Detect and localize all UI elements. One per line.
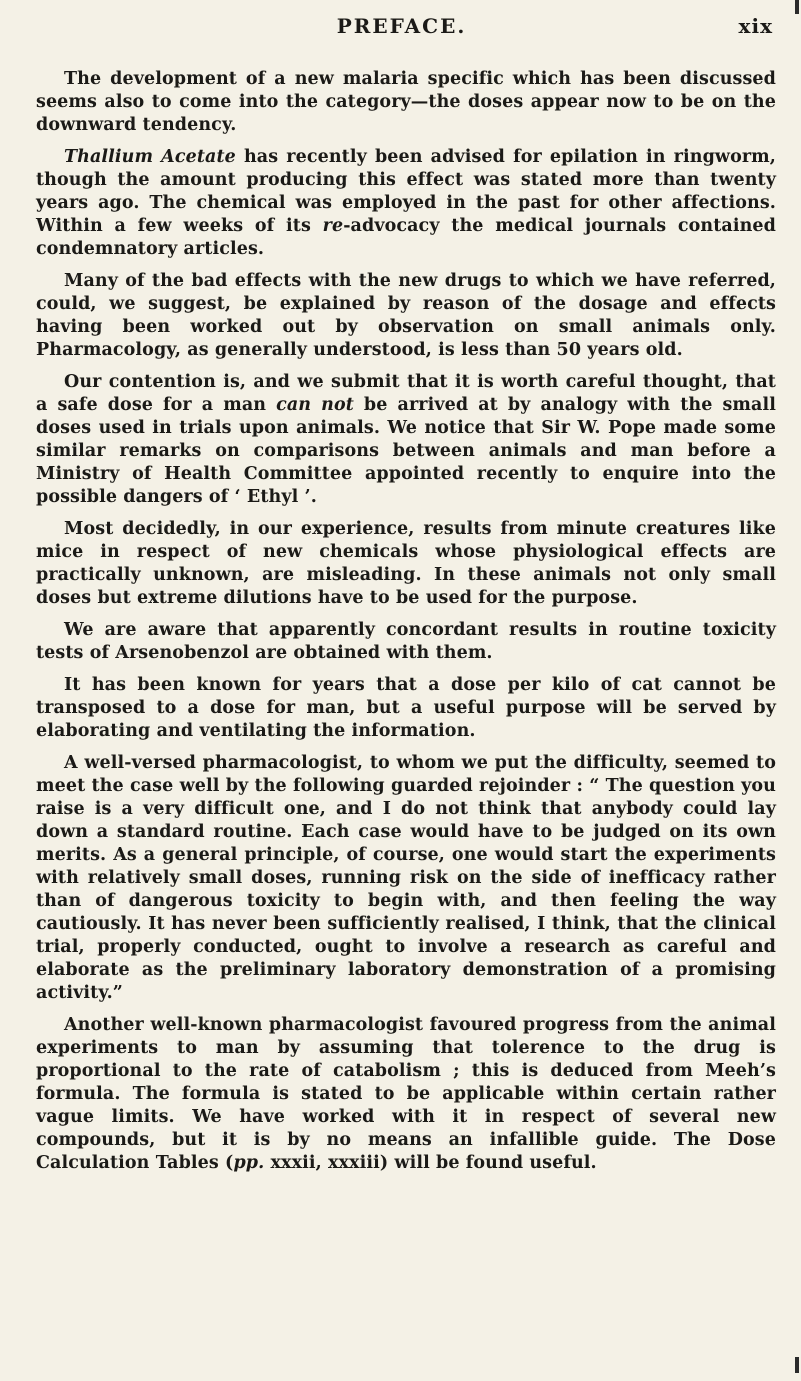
paragraph-text: be arrived at by analogy with the small doses used in trials upon animals. We notice that Sir W. Pope made some similar remarks on comparisons between animals and man before a Ministry of Health Committee appointed recently to enquire into the possible dangers of ‘ Ethyl ’. bbox=[36, 395, 776, 507]
body-text bbox=[36, 68, 776, 1184]
italic-prefix: re bbox=[322, 216, 344, 236]
paragraph-text: Many of the bad effects with the new drugs to which we have referred, could, we suggest, be explained by reason of the dosage and effects having been worked out by observation on small animals only. Pharmacology, as generally understood, is less than 50 years old. bbox=[36, 271, 776, 360]
paragraph-meeh-formula bbox=[36, 1014, 776, 1175]
emphasis: can not bbox=[276, 395, 354, 415]
paragraph-text: xxxii, xxxiii) will be found useful. bbox=[264, 1153, 597, 1173]
running-head bbox=[30, 14, 773, 44]
page-edge-mark-top bbox=[795, 0, 799, 14]
drug-name: Thallium Acetate bbox=[64, 147, 236, 167]
paragraph-thallium bbox=[36, 146, 776, 261]
paragraph-text: Our contention is, and we submit that it is worth careful thought, that a safe dose for a man bbox=[36, 372, 776, 415]
paragraph-text: Most decidedly, in our experience, results from minute creatures like mice in respect of new chemicals whose physiological effects are practically unknown, are misleading. In these animals not only small doses but extreme dilutions have to be used for the purpose. bbox=[36, 519, 776, 608]
paragraph-text: The development of a new malaria specific which has been discussed seems also to come into the category—the doses appear now to be on the downward tendency. bbox=[36, 69, 776, 135]
page-edge-mark-bottom bbox=[795, 1357, 799, 1373]
paragraph-malaria bbox=[36, 68, 776, 137]
running-title: PREFACE. bbox=[336, 14, 467, 38]
paragraph-text: We are aware that apparently concordant results in routine toxicity tests of Arsenobenzol are obtained with them. bbox=[36, 620, 776, 663]
page-number: xix bbox=[738, 14, 773, 38]
page-reference-abbrev: pp. bbox=[233, 1153, 265, 1173]
paragraph-text: Another well-known pharmacologist favoured progress from the animal experiments to man by assuming that tolerence to the drug is proportional to the rate of catabolism ; this is deduced from Meeh’s formula. The formula is stated to be applicable within certain rather vague limits. We have worked with it in respect of several new compounds, but it is by no means an infallible guide. The Dose Calculation Tables ( bbox=[36, 1015, 776, 1173]
paragraph-minute-creatures bbox=[36, 518, 776, 610]
paragraph-dose-per-kilo bbox=[36, 674, 776, 743]
paragraph-text: -advocacy the medical journals contained condemnatory articles. bbox=[36, 216, 776, 259]
paragraph-bad-effects bbox=[36, 270, 776, 362]
paragraph-text: It has been known for years that a dose per kilo of cat cannot be transposed to a dose for man, but a useful purpose will be served by elaborating and ventilating the information. bbox=[36, 675, 776, 741]
paragraph-text: A well-versed pharmacologist, to whom we put the difficulty, seemed to meet the case well by the following guarded rejoinder : “ The question you raise is a very difficult one, and I do not think that anybody could lay down a standard routine. Each case would have to be judged on its own merits. As a general principle, of course, one would start the experiments with relatively small doses, running risk on the side of inefficacy rather than of dangerous toxicity to begin with, and then feeling the way cautiously. It has never been sufficiently realised, I think, that the clinical trial, properly conducted, ought to involve a research as careful and elaborate as the preliminary laboratory demonstration of a promising activity.” bbox=[36, 753, 776, 1003]
paragraph-contention bbox=[36, 371, 776, 509]
paragraph-text: has recently been advised for epilation in ringworm, though the amount producing this effect was stated more than twenty years ago. The chemical was employed in the past for other affections. Within a few weeks of its bbox=[36, 147, 776, 236]
paragraph-pharmacologist-quote bbox=[36, 752, 776, 1005]
paragraph-arsenobenzol bbox=[36, 619, 776, 665]
